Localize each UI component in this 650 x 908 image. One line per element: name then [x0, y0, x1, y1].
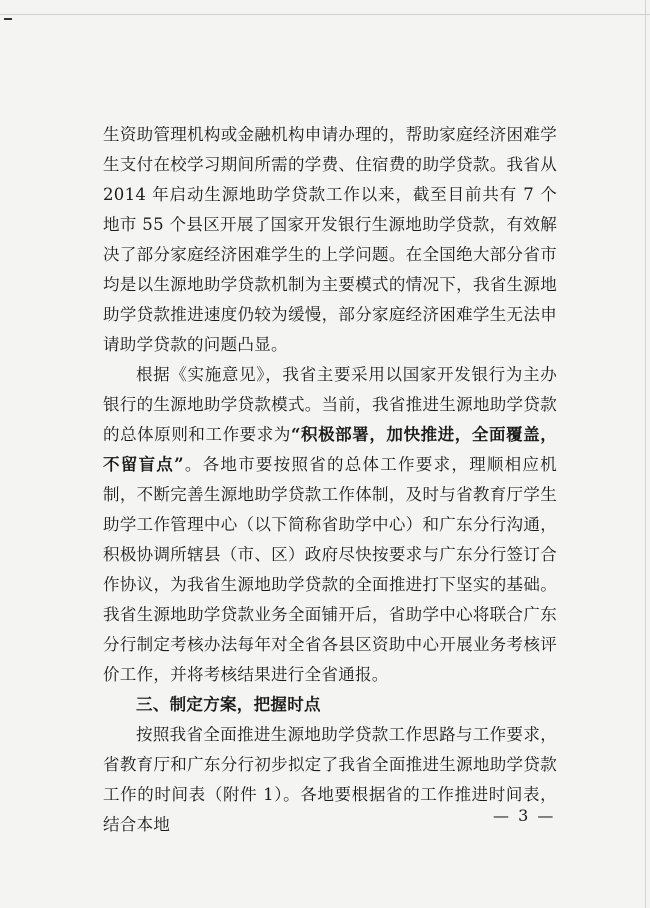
paragraph-continuation: 生资助管理机构或金融机构申请办理的，帮助家庭经济困难学生支付在校学习期间所需的学费、住宿费的助学贷款。我省从 2014 年启动生源地助学贷款工作以来，截至目前共有 7 个地市 55 个县区开展了国家开发银行生源地助学贷款，有效解决了部分家庭经济困难学生的上学问题。在全国绝大部分省市均是以生源地助学贷款机制为主要模式的情况下，我省生源地助学贷款推进速度仍较为缓慢，部分家庭经济困难学生无法申请助学贷款的问题凸显。	[103, 125, 557, 354]
principle-emphasis: “积极部署，加快推进，全面覆盖，不留盲点”	[103, 425, 557, 474]
section-heading: 三、制定方案，把握时点	[136, 695, 321, 714]
paragraph-implementation	[103, 360, 557, 690]
page-number: — 3 —	[493, 806, 556, 825]
scan-right-edge	[645, 0, 646, 908]
paragraph-schedule: 按照我省全面推进生源地助学贷款工作思路与工作要求，省教育厅和广东分行初步拟定了我省全面推进生源地助学贷款工作的时间表（附件 1）。各地要根据省的工作推进时间表，结合本地	[103, 725, 557, 834]
paragraph-text-before: 根据《实施意见》，我省主要采用以国家开发银行为主办银行的生源地助学贷款模式。当前，我省推进生源地助学贷款的总体原则和工作要求为	[103, 365, 557, 444]
document-body	[103, 120, 557, 840]
paragraph-text-after: 。各地市要按照省的总体工作要求，理顺相应机制，不断完善生源地助学贷款工作体制，及时与省教育厅学生助学工作管理中心（以下简称省助学中心）和广东分行沟通，积极协调所辖县（市、区）政府尽快按要求与广东分行签订合作协议，为我省生源地助学贷款的全面推进打下坚实的基础。我省生源地助学贷款业务全面铺开后，省助学中心将联合广东分行制定考核办法每年对全省各县区资助中心开展业务考核评价工作，并将考核结果进行全省通报。	[103, 455, 557, 684]
corner-mark	[4, 18, 12, 20]
scan-top-edge	[0, 0, 650, 15]
